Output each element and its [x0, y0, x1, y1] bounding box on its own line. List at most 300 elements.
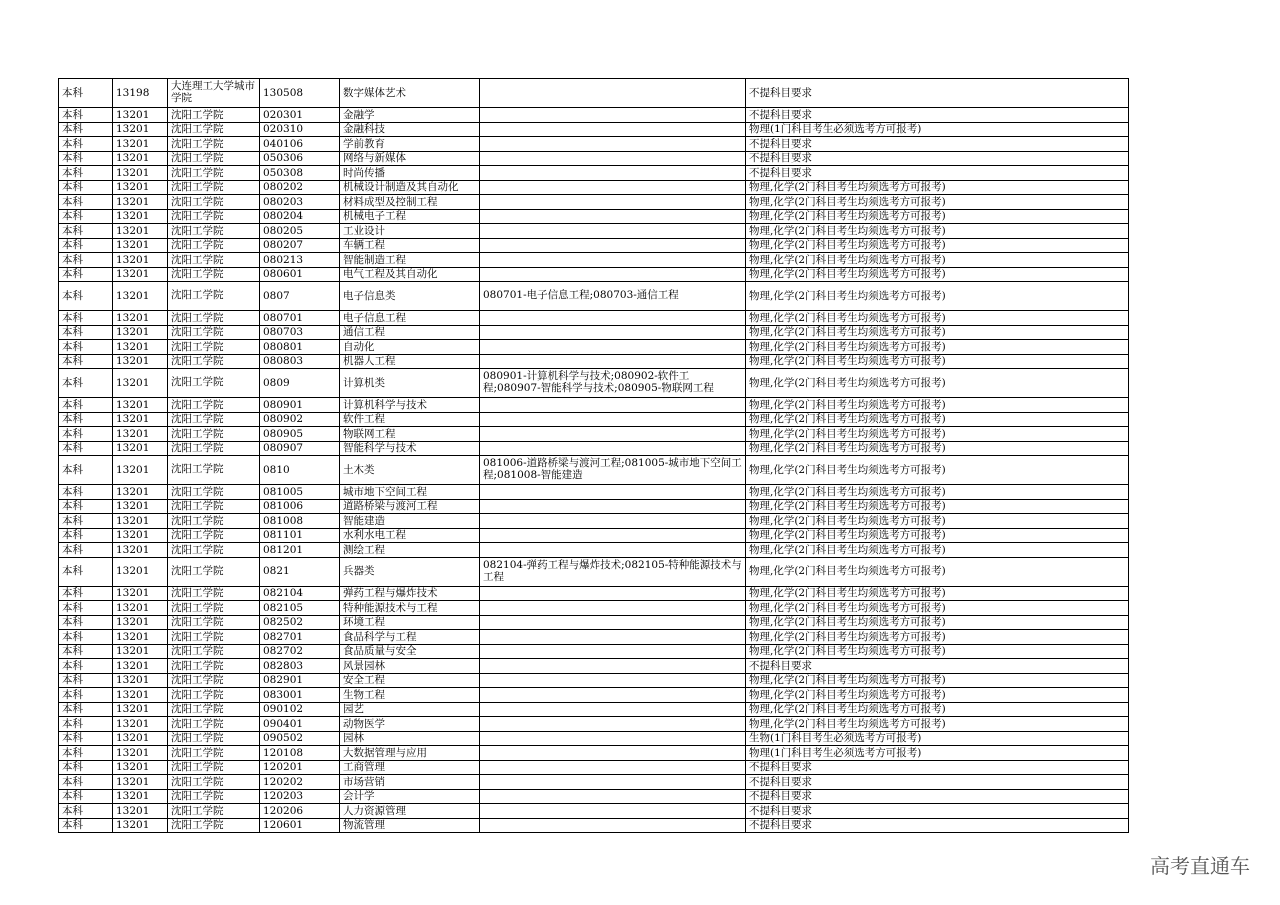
- subject-requirement-cell: 物理,化学(2门科目考生均须选考方可报考): [746, 630, 1129, 645]
- subject-requirement-cell: 不提科目要求: [746, 775, 1129, 790]
- level-cell: 本科: [59, 79, 113, 108]
- major-code-cell: 0821: [260, 557, 340, 586]
- table-row: [59, 340, 1129, 355]
- major-name-cell: 水利水电工程: [340, 528, 480, 543]
- level-cell: 本科: [59, 354, 113, 369]
- school-name-cell: 沈阳工学院: [168, 485, 260, 500]
- included-majors-cell: [480, 267, 746, 282]
- table-row: [59, 441, 1129, 456]
- school-name-cell: 沈阳工学院: [168, 586, 260, 601]
- major-name-cell: 物联网工程: [340, 427, 480, 442]
- school-code-cell: 13201: [113, 528, 168, 543]
- major-code-cell: 080213: [260, 253, 340, 268]
- major-code-cell: 082803: [260, 659, 340, 674]
- included-majors-cell: [480, 441, 746, 456]
- subject-requirement-cell: 物理,化学(2门科目考生均须选考方可报考): [746, 267, 1129, 282]
- school-name-cell: 沈阳工学院: [168, 224, 260, 239]
- school-code-cell: 13201: [113, 180, 168, 195]
- included-majors-cell: [480, 209, 746, 224]
- table-row: [59, 702, 1129, 717]
- subject-requirement-cell: 物理,化学(2门科目考生均须选考方可报考): [746, 311, 1129, 326]
- school-code-cell: 13201: [113, 166, 168, 181]
- major-name-cell: 机械电子工程: [340, 209, 480, 224]
- major-code-cell: 050308: [260, 166, 340, 181]
- school-code-cell: 13201: [113, 122, 168, 137]
- school-code-cell: 13198: [113, 79, 168, 108]
- table-row: [59, 456, 1129, 485]
- subject-requirement-cell: 物理(1门科目考生必须选考方可报考): [746, 122, 1129, 137]
- school-name-cell: 大连理工大学城市学院: [168, 79, 260, 108]
- level-cell: 本科: [59, 586, 113, 601]
- included-majors-cell: [480, 702, 746, 717]
- school-code-cell: 13201: [113, 775, 168, 790]
- level-cell: 本科: [59, 180, 113, 195]
- subject-requirement-cell: 物理,化学(2门科目考生均须选考方可报考): [746, 354, 1129, 369]
- school-name-cell: 沈阳工学院: [168, 673, 260, 688]
- table-row: [59, 253, 1129, 268]
- major-name-cell: 动物医学: [340, 717, 480, 732]
- level-cell: 本科: [59, 673, 113, 688]
- major-code-cell: 081101: [260, 528, 340, 543]
- school-name-cell: 沈阳工学院: [168, 731, 260, 746]
- major-name-cell: 机器人工程: [340, 354, 480, 369]
- major-code-cell: 082701: [260, 630, 340, 645]
- subject-requirement-cell: 物理,化学(2门科目考生均须选考方可报考): [746, 557, 1129, 586]
- major-code-cell: 040106: [260, 137, 340, 152]
- school-name-cell: 沈阳工学院: [168, 195, 260, 210]
- table-row: [59, 151, 1129, 166]
- major-name-cell: 电气工程及其自动化: [340, 267, 480, 282]
- included-majors-cell: [480, 688, 746, 703]
- major-code-cell: 082105: [260, 601, 340, 616]
- major-code-cell: 080803: [260, 354, 340, 369]
- subject-requirement-cell: 不提科目要求: [746, 789, 1129, 804]
- major-code-cell: 080601: [260, 267, 340, 282]
- subject-requirement-cell: 物理,化学(2门科目考生均须选考方可报考): [746, 673, 1129, 688]
- major-code-cell: 080701: [260, 311, 340, 326]
- subject-requirement-cell: 物理,化学(2门科目考生均须选考方可报考): [746, 528, 1129, 543]
- included-majors-cell: [480, 354, 746, 369]
- school-name-cell: 沈阳工学院: [168, 528, 260, 543]
- major-name-cell: 生物工程: [340, 688, 480, 703]
- major-code-cell: 081005: [260, 485, 340, 500]
- included-majors-cell: [480, 717, 746, 732]
- subject-requirement-cell: 不提科目要求: [746, 79, 1129, 108]
- table-row: [59, 630, 1129, 645]
- table-row: [59, 325, 1129, 340]
- major-code-cell: 120206: [260, 804, 340, 819]
- table-row: [59, 108, 1129, 123]
- major-code-cell: 020310: [260, 122, 340, 137]
- school-code-cell: 13201: [113, 456, 168, 485]
- school-code-cell: 13201: [113, 282, 168, 311]
- school-code-cell: 13201: [113, 151, 168, 166]
- major-code-cell: 120202: [260, 775, 340, 790]
- major-code-cell: 082104: [260, 586, 340, 601]
- school-name-cell: 沈阳工学院: [168, 644, 260, 659]
- major-code-cell: 090102: [260, 702, 340, 717]
- major-code-cell: 082901: [260, 673, 340, 688]
- table-row: [59, 775, 1129, 790]
- major-name-cell: 软件工程: [340, 412, 480, 427]
- major-name-cell: 大数据管理与应用: [340, 746, 480, 761]
- school-name-cell: 沈阳工学院: [168, 557, 260, 586]
- school-code-cell: 13201: [113, 746, 168, 761]
- table-row: [59, 543, 1129, 558]
- subject-requirement-cell: 不提科目要求: [746, 166, 1129, 181]
- table-row: [59, 499, 1129, 514]
- included-majors-cell: [480, 79, 746, 108]
- level-cell: 本科: [59, 702, 113, 717]
- included-majors-cell: [480, 398, 746, 413]
- school-code-cell: 13201: [113, 137, 168, 152]
- table-row: [59, 354, 1129, 369]
- school-name-cell: 沈阳工学院: [168, 615, 260, 630]
- subject-requirement-cell: 物理,化学(2门科目考生均须选考方可报考): [746, 224, 1129, 239]
- major-name-cell: 物流管理: [340, 818, 480, 833]
- major-name-cell: 环境工程: [340, 615, 480, 630]
- table-row: [59, 369, 1129, 398]
- included-majors-cell: [480, 485, 746, 500]
- included-majors-cell: [480, 659, 746, 674]
- school-name-cell: 沈阳工学院: [168, 151, 260, 166]
- school-code-cell: 13201: [113, 688, 168, 703]
- school-code-cell: 13201: [113, 601, 168, 616]
- major-name-cell: 安全工程: [340, 673, 480, 688]
- major-name-cell: 工业设计: [340, 224, 480, 239]
- school-name-cell: 沈阳工学院: [168, 630, 260, 645]
- table-row: [59, 717, 1129, 732]
- major-code-cell: 080207: [260, 238, 340, 253]
- table-row: [59, 789, 1129, 804]
- major-code-cell: 082702: [260, 644, 340, 659]
- subject-requirement-cell: 不提科目要求: [746, 760, 1129, 775]
- major-code-cell: 0809: [260, 369, 340, 398]
- school-name-cell: 沈阳工学院: [168, 412, 260, 427]
- table-row: [59, 746, 1129, 761]
- level-cell: 本科: [59, 485, 113, 500]
- subject-requirement-cell: 不提科目要求: [746, 659, 1129, 674]
- major-code-cell: 080203: [260, 195, 340, 210]
- school-name-cell: 沈阳工学院: [168, 717, 260, 732]
- subject-requirement-cell: 物理,化学(2门科目考生均须选考方可报考): [746, 485, 1129, 500]
- admission-requirements-table: [58, 78, 1129, 833]
- subject-requirement-cell: 物理,化学(2门科目考生均须选考方可报考): [746, 543, 1129, 558]
- school-name-cell: 沈阳工学院: [168, 760, 260, 775]
- included-majors-cell: [480, 122, 746, 137]
- major-name-cell: 食品质量与安全: [340, 644, 480, 659]
- level-cell: 本科: [59, 543, 113, 558]
- school-name-cell: 沈阳工学院: [168, 789, 260, 804]
- level-cell: 本科: [59, 238, 113, 253]
- level-cell: 本科: [59, 615, 113, 630]
- school-name-cell: 沈阳工学院: [168, 659, 260, 674]
- included-majors-cell: [480, 514, 746, 529]
- included-majors-cell: 082104-弹药工程与爆炸技术;082105-特种能源技术与工程: [480, 557, 746, 586]
- watermark-logo-text: 高考直通车: [1150, 854, 1250, 878]
- level-cell: 本科: [59, 267, 113, 282]
- major-name-cell: 园林: [340, 731, 480, 746]
- subject-requirement-cell: 物理,化学(2门科目考生均须选考方可报考): [746, 688, 1129, 703]
- school-code-cell: 13201: [113, 369, 168, 398]
- school-name-cell: 沈阳工学院: [168, 311, 260, 326]
- major-name-cell: 弹药工程与爆炸技术: [340, 586, 480, 601]
- included-majors-cell: [480, 586, 746, 601]
- school-name-cell: 沈阳工学院: [168, 746, 260, 761]
- included-majors-cell: [480, 253, 746, 268]
- major-code-cell: 080905: [260, 427, 340, 442]
- level-cell: 本科: [59, 688, 113, 703]
- level-cell: 本科: [59, 441, 113, 456]
- major-name-cell: 材料成型及控制工程: [340, 195, 480, 210]
- school-name-cell: 沈阳工学院: [168, 804, 260, 819]
- level-cell: 本科: [59, 137, 113, 152]
- table-row: [59, 137, 1129, 152]
- level-cell: 本科: [59, 209, 113, 224]
- level-cell: 本科: [59, 282, 113, 311]
- school-code-cell: 13201: [113, 441, 168, 456]
- major-name-cell: 智能建造: [340, 514, 480, 529]
- school-name-cell: 沈阳工学院: [168, 267, 260, 282]
- major-name-cell: 电子信息类: [340, 282, 480, 311]
- school-code-cell: 13201: [113, 485, 168, 500]
- subject-requirement-cell: 生物(1门科目考生必须选考方可报考): [746, 731, 1129, 746]
- major-name-cell: 机械设计制造及其自动化: [340, 180, 480, 195]
- table-row: [59, 427, 1129, 442]
- school-name-cell: 沈阳工学院: [168, 238, 260, 253]
- school-name-cell: 沈阳工学院: [168, 398, 260, 413]
- major-code-cell: 081008: [260, 514, 340, 529]
- included-majors-cell: [480, 731, 746, 746]
- major-code-cell: 120203: [260, 789, 340, 804]
- table-row: [59, 731, 1129, 746]
- table-row: [59, 122, 1129, 137]
- level-cell: 本科: [59, 601, 113, 616]
- school-code-cell: 13201: [113, 543, 168, 558]
- table-row: [59, 659, 1129, 674]
- level-cell: 本科: [59, 166, 113, 181]
- school-code-cell: 13201: [113, 412, 168, 427]
- school-name-cell: 沈阳工学院: [168, 325, 260, 340]
- school-code-cell: 13201: [113, 760, 168, 775]
- level-cell: 本科: [59, 528, 113, 543]
- major-name-cell: 智能制造工程: [340, 253, 480, 268]
- major-name-cell: 电子信息工程: [340, 311, 480, 326]
- subject-requirement-cell: 物理(1门科目考生必须选考方可报考): [746, 746, 1129, 761]
- included-majors-cell: [480, 238, 746, 253]
- included-majors-cell: [480, 775, 746, 790]
- major-name-cell: 食品科学与工程: [340, 630, 480, 645]
- major-code-cell: 0810: [260, 456, 340, 485]
- level-cell: 本科: [59, 630, 113, 645]
- included-majors-cell: 080901-计算机科学与技术;080902-软件工程;080907-智能科学与技术;080905-物联网工程: [480, 369, 746, 398]
- included-majors-cell: 081006-道路桥梁与渡河工程;081005-城市地下空间工程;081008-智能建造: [480, 456, 746, 485]
- school-code-cell: 13201: [113, 398, 168, 413]
- school-name-cell: 沈阳工学院: [168, 180, 260, 195]
- level-cell: 本科: [59, 412, 113, 427]
- included-majors-cell: [480, 180, 746, 195]
- school-code-cell: 13201: [113, 311, 168, 326]
- level-cell: 本科: [59, 151, 113, 166]
- level-cell: 本科: [59, 514, 113, 529]
- table-row: [59, 398, 1129, 413]
- level-cell: 本科: [59, 818, 113, 833]
- table-row: [59, 557, 1129, 586]
- subject-requirement-cell: 物理,化学(2门科目考生均须选考方可报考): [746, 282, 1129, 311]
- included-majors-cell: [480, 673, 746, 688]
- school-name-cell: 沈阳工学院: [168, 253, 260, 268]
- school-code-cell: 13201: [113, 630, 168, 645]
- subject-requirement-cell: 物理,化学(2门科目考生均须选考方可报考): [746, 441, 1129, 456]
- school-name-cell: 沈阳工学院: [168, 775, 260, 790]
- school-code-cell: 13201: [113, 499, 168, 514]
- level-cell: 本科: [59, 731, 113, 746]
- level-cell: 本科: [59, 108, 113, 123]
- level-cell: 本科: [59, 456, 113, 485]
- school-code-cell: 13201: [113, 615, 168, 630]
- included-majors-cell: [480, 108, 746, 123]
- major-name-cell: 会计学: [340, 789, 480, 804]
- subject-requirement-cell: 不提科目要求: [746, 804, 1129, 819]
- major-code-cell: 080907: [260, 441, 340, 456]
- subject-requirement-cell: 物理,化学(2门科目考生均须选考方可报考): [746, 195, 1129, 210]
- major-code-cell: 120108: [260, 746, 340, 761]
- table-row: [59, 209, 1129, 224]
- major-name-cell: 园艺: [340, 702, 480, 717]
- included-majors-cell: [480, 746, 746, 761]
- subject-requirement-cell: 物理,化学(2门科目考生均须选考方可报考): [746, 615, 1129, 630]
- level-cell: 本科: [59, 644, 113, 659]
- table-row: [59, 601, 1129, 616]
- school-code-cell: 13201: [113, 804, 168, 819]
- table-row: [59, 311, 1129, 326]
- level-cell: 本科: [59, 775, 113, 790]
- included-majors-cell: [480, 311, 746, 326]
- major-code-cell: 130508: [260, 79, 340, 108]
- school-code-cell: 13201: [113, 644, 168, 659]
- included-majors-cell: [480, 325, 746, 340]
- table-row: [59, 238, 1129, 253]
- major-code-cell: 080204: [260, 209, 340, 224]
- table-row: [59, 412, 1129, 427]
- level-cell: 本科: [59, 427, 113, 442]
- major-code-cell: 120601: [260, 818, 340, 833]
- subject-requirement-cell: 不提科目要求: [746, 108, 1129, 123]
- school-name-cell: 沈阳工学院: [168, 122, 260, 137]
- table-row: [59, 180, 1129, 195]
- school-name-cell: 沈阳工学院: [168, 441, 260, 456]
- school-name-cell: 沈阳工学院: [168, 354, 260, 369]
- school-code-cell: 13201: [113, 238, 168, 253]
- school-name-cell: 沈阳工学院: [168, 499, 260, 514]
- level-cell: 本科: [59, 717, 113, 732]
- school-code-cell: 13201: [113, 195, 168, 210]
- major-name-cell: 智能科学与技术: [340, 441, 480, 456]
- subject-requirement-cell: 物理,化学(2门科目考生均须选考方可报考): [746, 412, 1129, 427]
- major-code-cell: 080205: [260, 224, 340, 239]
- school-code-cell: 13201: [113, 224, 168, 239]
- included-majors-cell: [480, 340, 746, 355]
- subject-requirement-cell: 物理,化学(2门科目考生均须选考方可报考): [746, 644, 1129, 659]
- major-code-cell: 081201: [260, 543, 340, 558]
- major-name-cell: 市场营销: [340, 775, 480, 790]
- table-row: [59, 166, 1129, 181]
- included-majors-cell: [480, 427, 746, 442]
- level-cell: 本科: [59, 557, 113, 586]
- major-name-cell: 城市地下空间工程: [340, 485, 480, 500]
- level-cell: 本科: [59, 804, 113, 819]
- subject-requirement-cell: 物理,化学(2门科目考生均须选考方可报考): [746, 325, 1129, 340]
- level-cell: 本科: [59, 195, 113, 210]
- subject-requirement-cell: 物理,化学(2门科目考生均须选考方可报考): [746, 514, 1129, 529]
- school-code-cell: 13201: [113, 586, 168, 601]
- major-code-cell: 081006: [260, 499, 340, 514]
- major-name-cell: 网络与新媒体: [340, 151, 480, 166]
- included-majors-cell: [480, 499, 746, 514]
- table-row: [59, 282, 1129, 311]
- subject-requirement-cell: 不提科目要求: [746, 818, 1129, 833]
- school-code-cell: 13201: [113, 659, 168, 674]
- major-name-cell: 自动化: [340, 340, 480, 355]
- school-code-cell: 13201: [113, 702, 168, 717]
- major-name-cell: 车辆工程: [340, 238, 480, 253]
- included-majors-cell: [480, 615, 746, 630]
- school-name-cell: 沈阳工学院: [168, 282, 260, 311]
- table-row: [59, 760, 1129, 775]
- included-majors-cell: [480, 528, 746, 543]
- school-code-cell: 13201: [113, 557, 168, 586]
- major-name-cell: 土木类: [340, 456, 480, 485]
- table-row: [59, 688, 1129, 703]
- major-name-cell: 金融科技: [340, 122, 480, 137]
- table-row: [59, 818, 1129, 833]
- school-name-cell: 沈阳工学院: [168, 601, 260, 616]
- major-name-cell: 金融学: [340, 108, 480, 123]
- school-name-cell: 沈阳工学院: [168, 456, 260, 485]
- table-row: [59, 528, 1129, 543]
- school-name-cell: 沈阳工学院: [168, 427, 260, 442]
- school-name-cell: 沈阳工学院: [168, 702, 260, 717]
- major-name-cell: 数字媒体艺术: [340, 79, 480, 108]
- table-row: [59, 224, 1129, 239]
- major-name-cell: 工商管理: [340, 760, 480, 775]
- subject-requirement-cell: 物理,化学(2门科目考生均须选考方可报考): [746, 180, 1129, 195]
- level-cell: 本科: [59, 122, 113, 137]
- table-row: [59, 615, 1129, 630]
- school-name-cell: 沈阳工学院: [168, 818, 260, 833]
- school-code-cell: 13201: [113, 209, 168, 224]
- level-cell: 本科: [59, 789, 113, 804]
- major-code-cell: 080902: [260, 412, 340, 427]
- table-row: [59, 644, 1129, 659]
- major-code-cell: 090401: [260, 717, 340, 732]
- major-name-cell: 人力资源管理: [340, 804, 480, 819]
- subject-requirement-cell: 物理,化学(2门科目考生均须选考方可报考): [746, 253, 1129, 268]
- included-majors-cell: [480, 543, 746, 558]
- school-code-cell: 13201: [113, 818, 168, 833]
- school-code-cell: 13201: [113, 514, 168, 529]
- school-name-cell: 沈阳工学院: [168, 108, 260, 123]
- school-code-cell: 13201: [113, 340, 168, 355]
- table-row: [59, 79, 1129, 108]
- included-majors-cell: [480, 760, 746, 775]
- school-code-cell: 13201: [113, 325, 168, 340]
- school-name-cell: 沈阳工学院: [168, 166, 260, 181]
- major-code-cell: 080202: [260, 180, 340, 195]
- level-cell: 本科: [59, 760, 113, 775]
- included-majors-cell: [480, 804, 746, 819]
- major-code-cell: 080703: [260, 325, 340, 340]
